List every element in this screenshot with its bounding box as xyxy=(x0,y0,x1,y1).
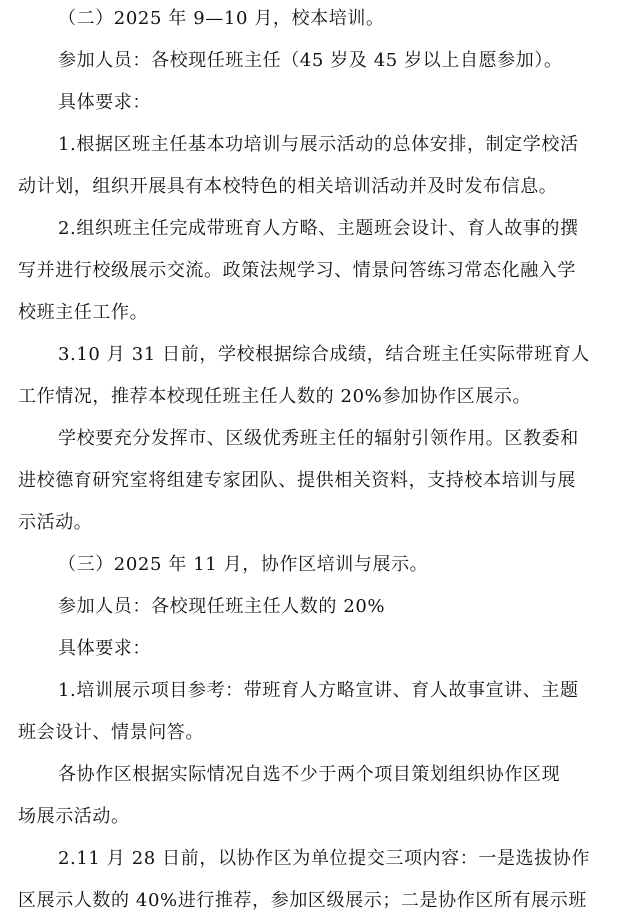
paragraph-line: 班会设计、情景问答。 xyxy=(18,722,204,743)
paragraph-line: 1.培训展示项目参考：带班育人方略宣讲、育人故事宣讲、主题 xyxy=(58,680,579,701)
paragraph-line: 工作情况，推荐本校现任班主任人数的 20%参加协作区展示。 xyxy=(18,386,532,407)
paragraph-line: 学校要充分发挥市、区级优秀班主任的辐射引领作用。区教委和 xyxy=(58,428,579,449)
paragraph-line: 示活动。 xyxy=(18,512,93,533)
section-heading-school-training: （二）2025 年 9—10 月，校本培训。 xyxy=(58,8,385,29)
requirements-label: 具体要求： xyxy=(58,638,151,659)
paragraph-line: 写并进行校级展示交流。政策法规学习、情景问答练习常态化融入学 xyxy=(18,260,576,281)
requirements-label: 具体要求： xyxy=(58,92,151,113)
participants-line: 参加人员：各校现任班主任人数的 20% xyxy=(58,596,386,617)
paragraph-line: 2.组织班主任完成带班育人方略、主题班会设计、育人故事的撰 xyxy=(58,218,579,239)
paragraph-line: 区展示人数的 40%进行推荐，参加区级展示；二是协作区所有展示班 xyxy=(18,890,587,911)
paragraph-line: 校班主任工作。 xyxy=(18,302,149,323)
paragraph-line: 各协作区根据实际情况自选不少于两个项目策划组织协作区现 xyxy=(58,764,561,785)
paragraph-line: 动计划，组织开展具有本校特色的相关培训活动并及时发布信息。 xyxy=(18,176,558,197)
paragraph-line: 3.10 月 31 日前，学校根据综合成绩，结合班主任实际带班育人 xyxy=(58,344,590,365)
paragraph-line: 进校德育研究室将组建专家团队、提供相关资料，支持校本培训与展 xyxy=(18,470,576,491)
participants-line: 参加人员：各校现任班主任（45 岁及 45 岁以上自愿参加）。 xyxy=(58,50,563,71)
paragraph-line: 场展示活动。 xyxy=(18,806,130,827)
paragraph-line: 1.根据区班主任基本功培训与展示活动的总体安排，制定学校活 xyxy=(58,134,579,155)
paragraph-line: 2.11 月 28 日前，以协作区为单位提交三项内容：一是选拔协作 xyxy=(58,848,590,869)
section-heading-district-training: （三）2025 年 11 月，协作区培训与展示。 xyxy=(58,554,429,575)
